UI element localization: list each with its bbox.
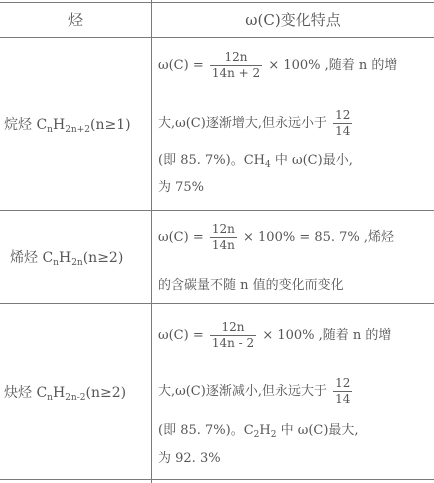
header-carbon-fraction: ω(C)变化特点	[245, 11, 341, 29]
alkene-line-1: ω(C) = $\frac{12n}{14n}$ × 100% = 85. 7% ,烯烃	[158, 222, 395, 252]
alkane-fraction-2: $\frac{12}{14}$	[335, 108, 351, 138]
alkyne-line-1: ω(C) = $\frac{12n}{14n - 2}$ × 100% ,随着 n 的增	[158, 320, 392, 350]
alkane-line-4: 为 75%	[158, 180, 205, 195]
alkane-line-1: ω(C) = $\frac{12n}{14n + 2}$ × 100% ,随着 n 的增	[158, 50, 398, 80]
alkyne-fraction-1: $\frac{12n}{14n - 2}$	[211, 320, 255, 350]
column-divider	[151, 0, 152, 483]
header-divider	[0, 37, 434, 38]
row-label-alkene: 烯烃 $C_nH_{2n}(n\ge 2)$	[10, 250, 124, 268]
table-border-top	[0, 2, 434, 3]
alkane-fraction-1: $\frac{12n}{14n + 2}$	[211, 50, 261, 80]
row-label-alkane: 烷烃 $C_nH_{2n+2}(n\ge 1)$	[4, 117, 131, 135]
row-divider-2	[0, 303, 434, 304]
alkane-line-2: 大,ω(C)逐渐增大,但永远小于 $\frac{12}{14}$	[158, 108, 351, 138]
alkene-line-2: 的含碳量不随 n 值的变化而变化	[158, 278, 344, 293]
alkyne-line-2: 大,ω(C)逐渐减小,但永远大于 $\frac{12}{14}$	[158, 376, 351, 406]
alkyne-line-4: 为 92. 3%	[158, 451, 221, 466]
alkane-line-3: (即 85. 7%)。$CH_4$ 中 ω(C)最小,	[158, 153, 353, 170]
header-hydrocarbon: 烃	[67, 11, 83, 29]
alkyne-line-3: (即 85. 7%)。$C_2H_2$ 中 ω(C)最大,	[158, 423, 359, 440]
table-border-bottom	[0, 479, 434, 480]
row-divider-1	[0, 210, 434, 211]
row-label-alkyne: 炔烃 $C_nH_{2n-2}(n\ge 2)$	[4, 385, 127, 403]
alkene-fraction-1: $\frac{12n}{14n}$	[211, 222, 235, 252]
alkyne-fraction-2: $\frac{12}{14}$	[335, 376, 351, 406]
